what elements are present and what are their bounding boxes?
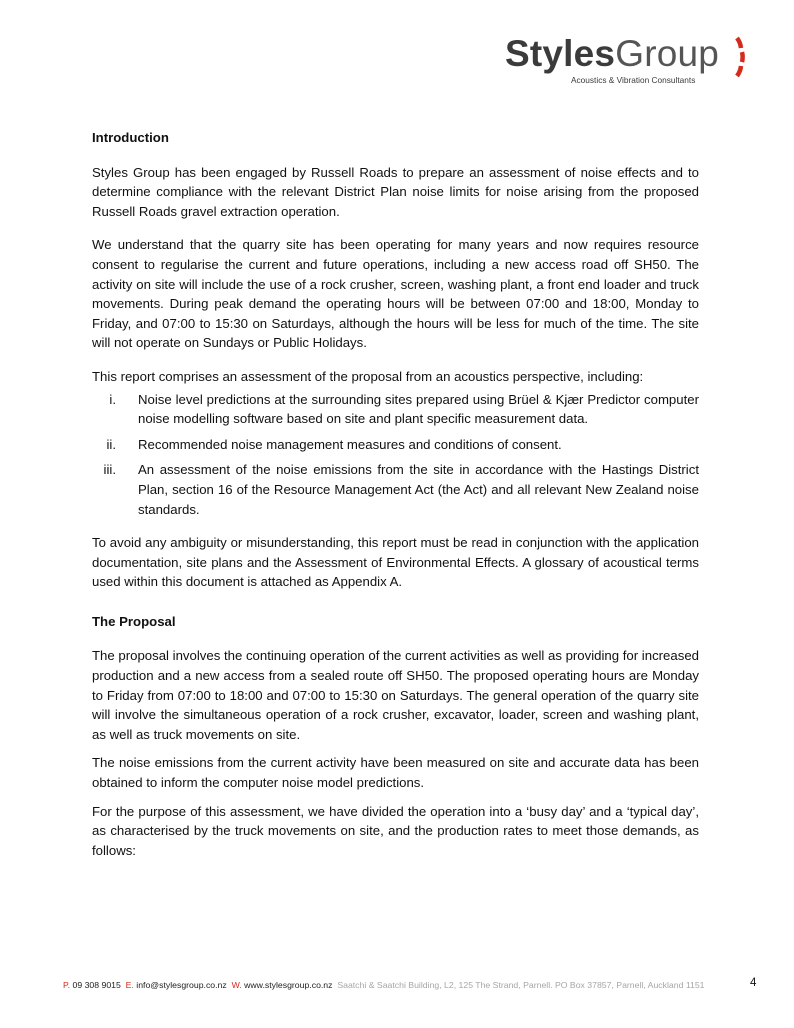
list-item-number: i. [109, 391, 116, 407]
phone-label: P. [63, 980, 71, 990]
company-logo [505, 30, 765, 90]
website-link[interactable]: www.stylesgroup.co.nz [244, 980, 333, 990]
proposal-paragraph-1: The proposal involves the continuing operation of the current activities as well as providing for increased production and a new access from a sealed route off SH50. The proposed operating hours are Monday to Friday from 07:00 to 18:00 and 07:00 to 15:30 on Saturdays. The general operation of the quarry site will involve the simultaneous operation of a rock crusher, excavator, loader, screen and washing plant, as well as truck movements on site. [92, 648, 699, 742]
logo-tagline: Acoustics & Vibration Consultants [571, 75, 696, 85]
logo-name-bold: Styles [505, 33, 616, 74]
intro-paragraph-3: This report comprises an assessment of the proposal from an acoustics perspective, including: [92, 368, 644, 384]
intro-paragraph-1: Styles Group has been engaged by Russell Roads to prepare an assessment of noise effects and to determine compliance with the relevant District Plan noise limits for noise arising from the proposed Russell Roads gravel extraction operation. [92, 164, 699, 219]
list-item [92, 435, 699, 455]
proposal-paragraph-3: For the purpose of this assessment, we have divided the operation into a ‘busy day’ and a ‘typical day’, as characterised by the truck movements on site, and the production rates to meet those demands, as follows: [92, 803, 699, 858]
phone-number: 09 308 9015 [72, 980, 121, 990]
list-item-text: An assessment of the noise emissions from the site in accordance with the Hastings District Plan, section 16 of the Resource Management Act (the Act) and all relevant New Zealand noise standards. [138, 462, 699, 517]
introduction-heading: Introduction [92, 130, 169, 145]
postal-address: Saatchi & Saatchi Building, L2, 125 The Strand, Parnell. PO Box 37857, Parnell, Auckland 1151 [337, 980, 705, 990]
list-item [92, 390, 699, 429]
intro-paragraph-2: We understand that the quarry site has been operating for many years and now requires resource consent to regularise the current and future operations, including a new access road off SH50. The activity on site will include the use of a rock crusher, screen, washing plant, a front end loader and truck movements. During peak demand the operating hours will be between 07:00 and 18:00, Monday to Friday, and 07:00 to 15:30 on Saturdays, although the hours will be less for much of the time. The site will not operate on Sundays or Public Holidays. [92, 237, 699, 351]
report-scope-list [92, 390, 699, 520]
list-item-text: Recommended noise management measures and conditions of consent. [138, 436, 562, 452]
intro-paragraph-4: To avoid any ambiguity or misunderstanding, this report must be read in conjunction with the application documentation, site plans and the Assessment of Environmental Effects. A glossary of acoustical terms used within this document is attached as Appendix A. [92, 535, 699, 590]
email-label: E. [125, 980, 134, 990]
page-number: 4 [750, 977, 757, 989]
list-item-number: ii. [106, 436, 116, 452]
logo-name-light: Group [615, 33, 720, 74]
email-address[interactable]: info@stylesgroup.co.nz [136, 980, 227, 990]
document-body [92, 128, 699, 860]
logo-wordmark [505, 32, 719, 76]
page-footer [63, 980, 705, 990]
proposal-heading: The Proposal [92, 613, 176, 629]
web-label: W. [231, 980, 242, 990]
proposal-paragraph-2: The noise emissions from the current activity have been measured on site and accurate data has been obtained to inform the computer noise model predictions. [92, 755, 699, 791]
list-item [92, 460, 699, 519]
sound-wave-bracket-icon [731, 34, 757, 82]
list-item-text: Noise level predictions at the surrounding sites prepared using Brüel & Kjær Predictor computer noise modelling software based on site and plant specific measurement data. [138, 391, 699, 427]
list-item-number: iii. [103, 462, 116, 478]
